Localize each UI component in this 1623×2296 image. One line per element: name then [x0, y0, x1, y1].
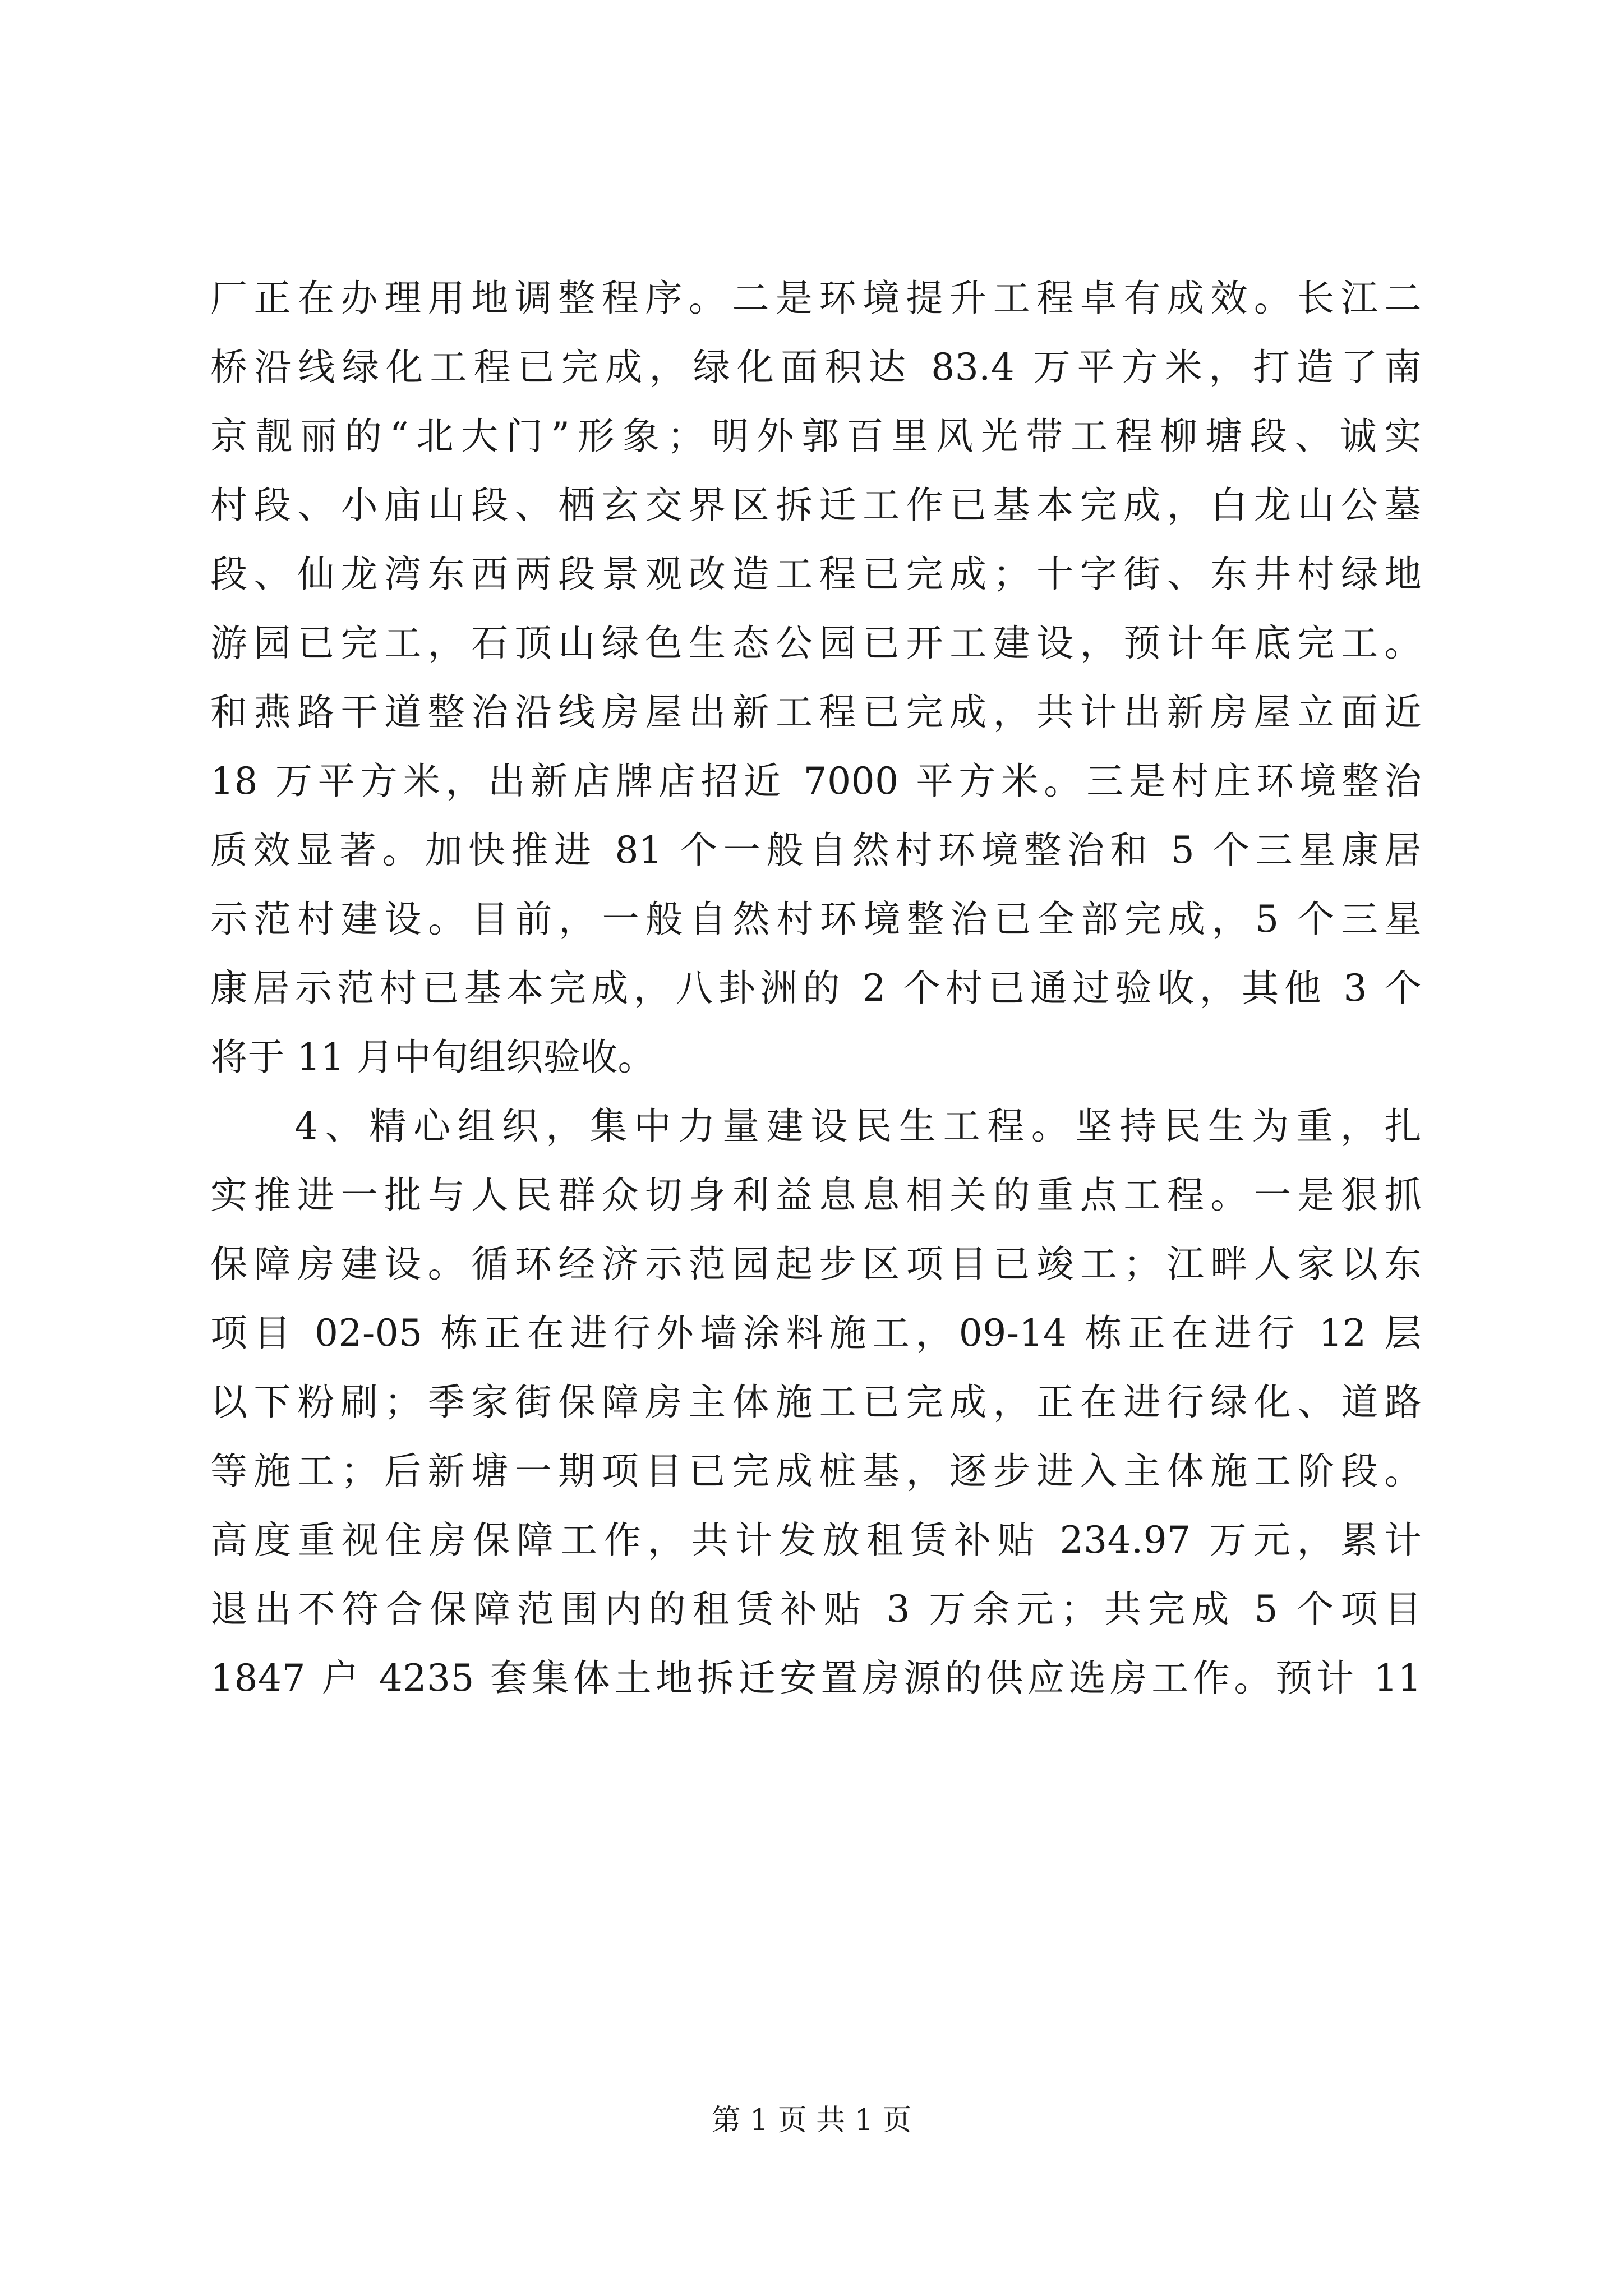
text-line: 1847 户 4235 套集体土地拆迁安置房源的供应选房工作。预计 11 [210, 1657, 1422, 1700]
text-line: 村段、小庙山段、栖玄交界区拆迁工作已基本完成，白龙山公墓 [210, 484, 1422, 527]
paragraph-start-line: 4、精心组织，集中力量建设民生工程。坚持民生为重，扎 [294, 1105, 1422, 1148]
text-line: 质效显著。加快推进 81 个一般自然村环境整治和 5 个三星康居 [210, 829, 1422, 872]
text-line: 项目 02-05 栋正在进行外墙涂料施工，09-14 栋正在进行 12 层 [210, 1312, 1422, 1355]
text-line: 示范村建设。目前，一般自然村环境整治已全部完成，5 个三星 [210, 898, 1422, 941]
body-text [210, 264, 1422, 1713]
text-line: 等施工；后新塘一期项目已完成桩基，逐步进入主体施工阶段。 [210, 1450, 1422, 1493]
text-line: 退出不符合保障范围内的租赁补贴 3 万余元；共完成 5 个项目 [210, 1588, 1422, 1631]
page-footer [0, 2101, 1623, 2140]
text-line: 桥沿线绿化工程已完成，绿化面积达 83.4 万平方米，打造了南 [210, 346, 1422, 389]
text-line: 实推进一批与人民群众切身利益息息相关的重点工程。一是狠抓 [210, 1174, 1422, 1217]
text-line: 保障房建设。循环经济示范园起步区项目已竣工；江畔人家以东 [210, 1243, 1422, 1286]
text-line: 18 万平方米，出新店牌店招近 7000 平方米。三是村庄环境整治 [210, 760, 1422, 803]
text-line: 厂正在办理用地调整程序。二是环境提升工程卓有成效。长江二 [210, 277, 1422, 320]
text-line: 京靓丽的“北大门”形象；明外郭百里风光带工程柳塘段、诚实 [210, 415, 1422, 458]
text-line: 康居示范村已基本完成，八卦洲的 2 个村已通过验收，其他 3 个 [210, 967, 1422, 1010]
text-line: 以下粉刷；季家街保障房主体施工已完成，正在进行绿化、道路 [210, 1381, 1422, 1424]
text-line: 和燕路干道整治沿线房屋出新工程已完成，共计出新房屋立面近 [210, 691, 1422, 734]
page-number-label: 第 1 页 共 1 页 [711, 2104, 912, 2137]
text-line: 游园已完工，石顶山绿色生态公园已开工建设，预计年底完工。 [210, 622, 1422, 665]
text-line: 高度重视住房保障工作，共计发放租赁补贴 234.97 万元，累计 [210, 1519, 1422, 1562]
paragraph-end-line: 将于 11 月中旬组织验收。 [210, 1036, 655, 1079]
text-line: 段、仙龙湾东西两段景观改造工程已完成；十字街、东井村绿地 [210, 553, 1422, 596]
